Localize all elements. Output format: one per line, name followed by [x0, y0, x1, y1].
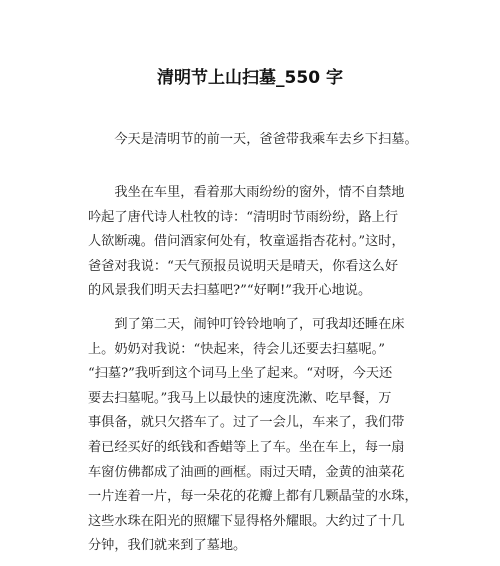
text-line: 吟起了唐代诗人杜牧的诗：“清明时节雨纷纷，路上行: [88, 209, 399, 225]
text-line: 爸爸对我说：“天气预报员说明天是晴天，你看这么好: [88, 258, 399, 274]
text-line: 着已经买好的纸钱和香蜡等上了车。坐在车上，每一扇: [88, 439, 405, 455]
paragraph-3: [88, 313, 418, 559]
text-line: 要去扫墓呢。”我马上以最快的速度洗漱、吃早餐，万: [88, 390, 392, 406]
text-line: 上。奶奶对我说：“快起来，待会儿还要去扫墓呢。”: [88, 341, 386, 357]
text-line: 人欲断魂。借问酒家何处有，牧童遥指杏花村。”这时，: [88, 234, 405, 250]
text-line: 的风景我们明天去扫墓吧?”“好啊!”我开心地说。: [88, 283, 372, 299]
text-line: 到了第二天，闹钟叮铃铃地响了，可我却还睡在床: [88, 317, 405, 332]
text-line: 这些水珠在阳光的照耀下显得格外耀眼。大约过了十几: [88, 513, 405, 529]
text-line: 事俱备，就只欠搭车了。过了一会儿，车来了，我们带: [88, 415, 405, 431]
paragraph-1: [88, 128, 418, 153]
text-line: 分钟，我们就来到了墓地。: [88, 538, 247, 554]
text-line: 一片连着一片，每一朵花的花瓣上都有几颗晶莹的水珠，: [88, 489, 418, 505]
text-line: 今天是清明节的前一天，爸爸带我乘车去乡下扫墓。: [88, 132, 418, 147]
document-title: 清明节上山扫墓_550 字: [157, 68, 343, 88]
paragraph-2: [88, 181, 418, 304]
text-line: “扫墓?”我听到这个词马上坐了起来。“对呀，今天还: [88, 366, 393, 382]
text-line: 我坐在车里，看着那大雨纷纷的窗外，情不自禁地: [88, 185, 405, 200]
text-line: 车窗仿佛都成了油画的画框。雨过天晴，金黄的油菜花: [88, 464, 405, 480]
